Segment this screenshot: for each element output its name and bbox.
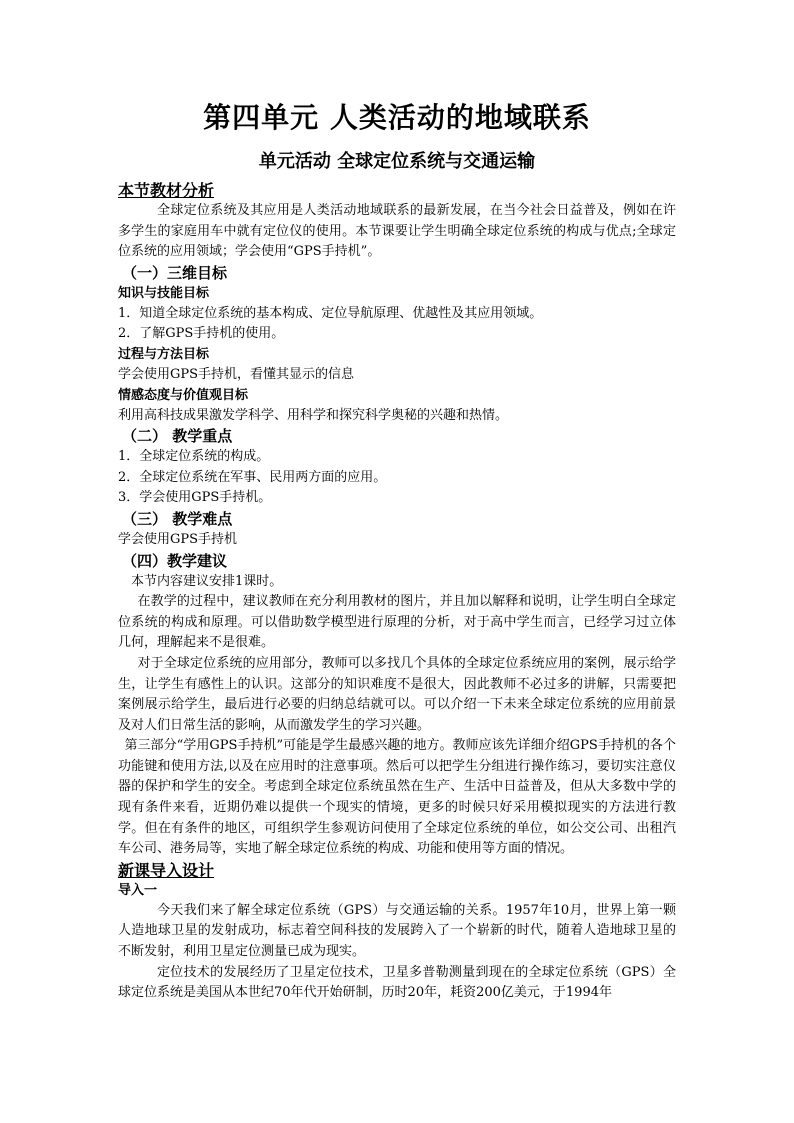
page-title: 第四单元 人类活动的地域联系 <box>203 101 591 134</box>
list-item: 2．了解GPS手持机的使用。 <box>118 326 285 342</box>
heading-teaching-suggestions: （四）教学建议 <box>122 551 228 570</box>
section-heading-new-lesson-intro: 新课导入设计 <box>118 860 215 880</box>
list-item: 2．全球定位系统在军事、民用两方面的应用。 <box>118 469 387 485</box>
heading-intro-one: 导入一 <box>118 882 158 898</box>
heading-knowledge-goals: 知识与技能目标 <box>118 285 210 301</box>
suggestion-paragraph: 对于全球定位系统的应用部分，教师可以多找几个具体的全球定位系统应用的案例，展示给学生，让学生有感性上的认识。这部分的知识难度不是很大，因此教师不必过多的讲解，只需要把案例展示给学生，最后进行必要的归纳总结就可以。可以介绍一下未来全球定位系统的应用前景及对人们日常生活的影响，从而激发学生的学习兴趣。 <box>118 655 676 733</box>
intro-paragraph: 今天我们来了解全球定位系统（GPS）与交通运输的关系。1957年10月，世界上第一颗人造地球卫星的发射成功，标志着空间科技的发展跨入了一个崭新的时代，随着人造地球卫星的不断发射，利用卫星定位测量已成为现实。 <box>118 902 676 960</box>
page-subtitle: 单元活动 全球定位系统与交通运输 <box>258 151 536 172</box>
teaching-difficulty-text: 学会使用GPS手持机 <box>118 531 238 547</box>
intro-paragraph: 定位技术的发展经历了卫星定位技术，卫星多普勒测量到现在的全球定位系统（GPS）全球定位系统是美国从本世纪70年代开始研制，历时20年，耗资200亿美元，于1994年 <box>118 964 676 1001</box>
list-item: 1．全球定位系统的构成。 <box>118 449 270 465</box>
heading-teaching-difficulty: （三） 教学难点 <box>122 509 233 528</box>
heading-three-dimensional-goals: （一）三维目标 <box>122 263 228 282</box>
emotion-goals-text: 利用高科技成果激发学科学、用科学和探究科学奥秘的兴趣和热情。 <box>118 407 509 423</box>
suggestion-paragraph: 第三部分“学用GPS手持机”可能是学生最感兴趣的地方。教师应该先详细介绍GPS手持机的各个功能键和使用方法,以及在应用时的注意事项。然后可以把学生分组进行操作练习，要切实注意仪器的保护和学生的安全。考虑到全球定位系统虽然在生产、生活中日益普及，但从大多数中学的现有条件来看，近期仍难以提供一个现实的情境，更多的时候只好采用模拟现实的方法进行教学。但在有条件的地区，可组织学生参观访问使用了全球定位系统的单位，如公交公司、出租汽车公司、港务局等，实地了解全球定位系统的构成、功能和使用等方面的情况。 <box>118 738 676 857</box>
heading-emotion-goals: 情感态度与价值观目标 <box>118 387 249 403</box>
list-item: 3．学会使用GPS手持机。 <box>118 490 272 506</box>
suggestion-paragraph: 在教学的过程中，建议教师在充分利用教材的图片，并且加以解释和说明，让学生明白全球定位系统的构成和原理。可以借助数学模型进行原理的分析，对于高中学生而言，已经学习过立体几何，理解起来不是很难。 <box>118 594 676 651</box>
textbook-analysis-paragraph: 全球定位系统及其应用是人类活动地域联系的最新发展，在当今社会日益普及，例如在许多学生的家庭用车中就有定位仪的使用。本节课要让学生明确全球定位系统的构成与优点;全球定位系统的应用领域；学会使用“GPS手持机”。 <box>118 203 676 260</box>
heading-teaching-focus: （二） 教学重点 <box>122 427 233 446</box>
process-goals-text: 学会使用GPS手持机，看懂其显示的信息 <box>118 366 355 382</box>
section-heading-textbook-analysis: 本节教材分析 <box>118 181 215 200</box>
suggestion-paragraph: 本节内容建议安排1课时。 <box>131 573 283 589</box>
heading-process-goals: 过程与方法目标 <box>118 346 210 362</box>
list-item: 1．知道全球定位系统的基本构成、定位导航原理、优越性及其应用领域。 <box>118 305 543 321</box>
